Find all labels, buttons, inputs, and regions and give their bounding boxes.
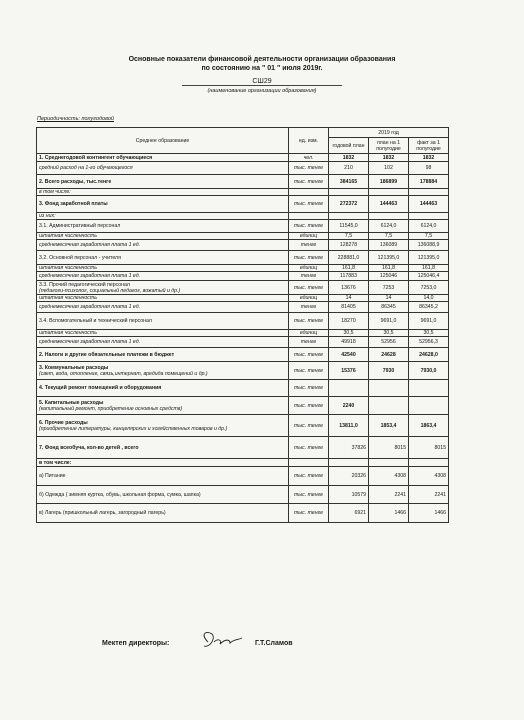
row-label: 7. Фонд всеобуча, кол-во детей , всего [37,437,289,459]
annual-plan-value: 6921 [329,504,369,523]
half-fact-value: 6124,0 [409,220,449,233]
row-unit [289,213,329,220]
annual-plan-value: 128278 [329,240,369,251]
half-fact-value: 7930,0 [409,362,449,380]
half-fact-value [409,397,449,415]
annual-plan-value: 18270 [329,313,369,330]
table-row [37,486,449,504]
row-label: в том числе: [37,189,289,196]
table-row [37,233,449,240]
header-half-plan: план на 1 полугодие [369,138,409,154]
table-row [37,213,449,220]
row-unit: тыс. тенге [289,486,329,504]
annual-plan-value: 228881,0 [329,251,369,265]
half-plan-value: 7,5 [369,233,409,240]
row-unit: единиц [289,233,329,240]
row-unit: тенге [289,240,329,251]
table-row [37,504,449,523]
row-unit [289,459,329,467]
row-label: среднемесячная заработная плата 1 ед. [37,302,289,313]
half-fact-value: 1863,4 [409,415,449,437]
half-fact-value: 52956,3 [409,337,449,348]
half-plan-value: 144463 [369,196,409,213]
row-label: штатная численность [37,265,289,272]
half-plan-value: 9691,0 [369,313,409,330]
annual-plan-value: 13811,0 [329,415,369,437]
half-plan-value: 7253 [369,281,409,295]
half-fact-value: 9691,0 [409,313,449,330]
row-label: 2. Всего расходы, тыс.тенге [37,175,289,189]
annual-plan-value: 30,5 [329,330,369,337]
table-row [37,162,449,175]
row-unit [289,189,329,196]
row-label: штатная численность [37,295,289,302]
half-fact-value [409,213,449,220]
report-date: по состоянию на " 01 " июля 2019г. [201,65,323,72]
row-unit: тенге [289,272,329,281]
row-unit: тыс. тенге [289,467,329,486]
row-unit: единиц [289,265,329,272]
table-row [37,265,449,272]
half-fact-value: 98 [409,162,449,175]
row-unit: тыс. тенге [289,362,329,380]
row-label: 1. Среднегодовой контингент обучающиеся [37,154,289,162]
half-fact-value: 178884 [409,175,449,189]
table-row [37,272,449,281]
row-label: 4. Текущий ремонт помещений и оборудования [37,380,289,397]
annual-plan-value: 81405 [329,302,369,313]
table-row [37,189,449,196]
row-label: в) Лагерь (пришкольный лагерь, загородный лагерь) [37,504,289,523]
half-fact-value: 121395,0 [409,251,449,265]
table-row [37,251,449,265]
half-fact-value: 136088,9 [409,240,449,251]
half-fact-value: 4308 [409,467,449,486]
half-plan-value: 186899 [369,175,409,189]
organization-caption: (наименование организации образования) [207,88,317,94]
table-row [37,459,449,467]
table-row [37,281,449,295]
row-label: среднемесячная заработная плата 1 ед. [37,240,289,251]
row-unit: тыс. тенге [289,437,329,459]
header-annual-plan: годовой план [329,138,369,154]
half-plan-value [369,397,409,415]
header-year: 2019 год [329,128,449,138]
annual-plan-value: 14 [329,295,369,302]
row-unit: тыс. тенге [289,281,329,295]
row-label: из них: [37,213,289,220]
row-unit: тыс. тенге [289,313,329,330]
annual-plan-value: 42540 [329,348,369,362]
annual-plan-value [329,213,369,220]
half-fact-value [409,380,449,397]
row-label: штатная численность [37,233,289,240]
row-unit: тыс. тенге [289,380,329,397]
table-row [37,295,449,302]
row-unit: тыс. тенге [289,220,329,233]
half-fact-value: 1832 [409,154,449,162]
half-plan-value: 4308 [369,467,409,486]
annual-plan-value: 7,5 [329,233,369,240]
row-label: средний расход на 1-го обучающегося [37,162,289,175]
half-fact-value: 86345,2 [409,302,449,313]
row-label: 3.3. Прочий педагогический персонал (педагоги-психолог, социальный педагог, вожатый и др.) [37,281,289,295]
annual-plan-value: 11545,0 [329,220,369,233]
row-label: 5. Капитальные расходы (капитальный ремонт, приобретение основных средств) [37,397,289,415]
row-label: штатная численность [37,330,289,337]
annual-plan-value: 384165 [329,175,369,189]
row-label: среднемесячная заработная плата 1 ед. [37,337,289,348]
annual-plan-value: 13676 [329,281,369,295]
row-label: 2. Налоги и другие обязательные платежи в бюджет [37,348,289,362]
half-plan-value: 1466 [369,504,409,523]
half-fact-value: 8015 [409,437,449,459]
half-plan-value: 1832 [369,154,409,162]
row-label: 3. Фонд заработной платы [37,196,289,213]
row-unit: тыс. тенге [289,175,329,189]
half-plan-value: 8015 [369,437,409,459]
table-row [37,196,449,213]
table-body [37,154,449,523]
row-label: в том числе: [37,459,289,467]
row-label: 3.1. Административный персонал [37,220,289,233]
header-half-fact: факт за 1 полугодие [409,138,449,154]
row-unit: тыс. тенге [289,415,329,437]
half-fact-value: 144463 [409,196,449,213]
annual-plan-value: 49918 [329,337,369,348]
header-unit: ед. изм. [289,128,329,154]
half-plan-value: 52956 [369,337,409,348]
table-row [37,380,449,397]
half-fact-value: 24628,0 [409,348,449,362]
annual-plan-value: 161,8 [329,265,369,272]
annual-plan-value: 272372 [329,196,369,213]
row-label: 6. Прочие расходы (приобретение литературы, канцелярских и хозяйственных товаров и др.) [37,415,289,437]
annual-plan-value: 20326 [329,467,369,486]
half-plan-value: 161,8 [369,265,409,272]
half-plan-value: 6124,0 [369,220,409,233]
half-plan-value: 125046 [369,272,409,281]
table-row [37,220,449,233]
table-row [37,362,449,380]
annual-plan-value: 1832 [329,154,369,162]
row-unit: тыс. тенге [289,397,329,415]
annual-plan-value: 15376 [329,362,369,380]
director-label: Мектеп директоры: [102,640,170,647]
row-unit: тенге [289,337,329,348]
half-fact-value: 30,5 [409,330,449,337]
half-plan-value: 24628 [369,348,409,362]
half-fact-value: 161,8 [409,265,449,272]
annual-plan-value [329,459,369,467]
half-plan-value: 121395,0 [369,251,409,265]
row-unit: тенге [289,302,329,313]
table-row [37,467,449,486]
half-plan-value: 2241 [369,486,409,504]
half-plan-value [369,459,409,467]
half-plan-value: 1853,4 [369,415,409,437]
row-unit: тыс. тенге [289,348,329,362]
row-label: 3. Коммунальные расходы (свет, вода, отопление, связь,интернат, вредида помещений и др.) [37,362,289,380]
annual-plan-value: 37826 [329,437,369,459]
organization-underline [182,85,342,86]
header-name: Среднее образование [37,128,289,154]
table-row [37,415,449,437]
row-label: 3.2. Основной персонал - учителя [37,251,289,265]
half-fact-value: 14,0 [409,295,449,302]
row-unit: тыс. тенге [289,251,329,265]
table-row [37,397,449,415]
half-fact-value: 125046,4 [409,272,449,281]
annual-plan-value: 117883 [329,272,369,281]
row-unit: тыс. тенге [289,162,329,175]
half-plan-value [369,213,409,220]
annual-plan-value: 210 [329,162,369,175]
periodicity-label: Периодичность: полугодовой [37,116,114,122]
table-row [37,437,449,459]
half-fact-value: 7,5 [409,233,449,240]
half-plan-value: 14 [369,295,409,302]
row-unit: единиц [289,295,329,302]
table-row [37,154,449,162]
director-name: Г.Т.Сламов [255,640,293,647]
annual-plan-value: 10579 [329,486,369,504]
half-plan-value: 86345 [369,302,409,313]
organization-name: СШ29 [252,78,272,85]
table-row [37,330,449,337]
director-signature-icon [196,628,246,652]
table-row [37,337,449,348]
table-row [37,313,449,330]
table-row [37,175,449,189]
row-unit: чел. [289,154,329,162]
half-plan-value: 7930 [369,362,409,380]
table-row [37,302,449,313]
half-fact-value [409,459,449,467]
annual-plan-value [329,380,369,397]
half-fact-value: 1466 [409,504,449,523]
row-label: а) Питание [37,467,289,486]
annual-plan-value: 2240 [329,397,369,415]
row-unit: тыс. тенге [289,196,329,213]
row-label: 3.4. Вспомогательный и технический персонал [37,313,289,330]
half-plan-value: 30,5 [369,330,409,337]
half-plan-value [369,189,409,196]
annual-plan-value [329,189,369,196]
half-fact-value [409,189,449,196]
half-fact-value: 7253,0 [409,281,449,295]
half-fact-value: 2241 [409,486,449,504]
half-plan-value: 102 [369,162,409,175]
row-label: среднемесячная заработная плата 1 ед. [37,272,289,281]
row-label: б) Одежда ( зимняя куртка, обувь, школьная форма, сумка, шапка) [37,486,289,504]
row-unit: тыс. тенге [289,504,329,523]
financial-indicators-table [36,127,449,523]
half-plan-value [369,380,409,397]
document-title: Основные показатели финансовой деятельности организации образования [128,56,396,63]
table-row [37,240,449,251]
row-unit: единиц [289,330,329,337]
table-row [37,348,449,362]
half-plan-value: 136089 [369,240,409,251]
